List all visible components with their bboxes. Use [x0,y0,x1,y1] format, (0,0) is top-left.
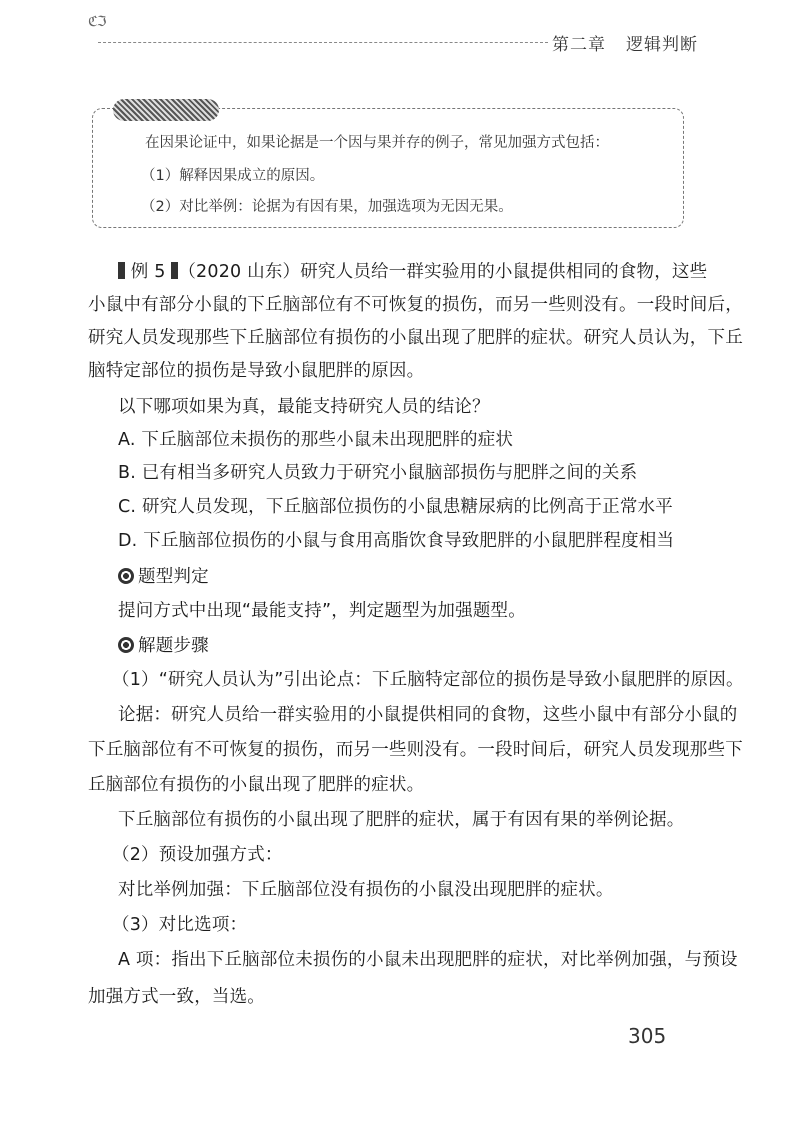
steps-heading: 解题步骤 [118,632,209,657]
example-line-2: 小鼠中有部分小鼠的下丘脑部位有不可恢复的损伤，而另一些则没有。一段时间后， [88,295,743,315]
step-line-2: 论据：研究人员给一群实验用的小鼠提供相同的食物，这些小鼠中有部分小鼠的 [118,705,738,725]
tip-tag [113,99,219,121]
type-text: 提问方式中出现“最能支持”，判定题型为加强题型。 [118,601,526,621]
step-line-1: （1）“研究人员认为”引出论点：下丘脑特定部位的损伤是导致小鼠肥胖的原因。 [112,670,744,690]
section-bullet-icon [118,637,134,653]
question-text: 以下哪项如果为真，最能支持研究人员的结论？ [118,397,490,417]
section-bullet-icon [118,568,134,584]
chapter-heading [552,30,698,55]
step-line-7: 对比举例加强：下丘脑部位没有损伤的小鼠没出现肥胖的症状。 [118,880,614,900]
tip-item-2: （2）对比举例：论据为有因有果，加强选项为无因无果。 [141,199,513,215]
page-header [88,14,698,54]
example-line-3: 研究人员发现那些下丘脑部位有损伤的小鼠出现了肥胖的症状。研究人员认为，下丘 [88,328,743,348]
step-line-3: 下丘脑部位有不可恢复的损伤，而另一些则没有。一段时间后，研究人员发现那些下 [88,740,743,760]
step-line-4: 丘脑部位有损伤的小鼠出现了肥胖的症状。 [88,775,425,795]
tip-intro: 在因果论证中，如果论据是一个因与果并存的例子，常见加强方式包括： [145,135,609,151]
page-number: 305 [628,1024,667,1048]
example-label: 例 5 [130,262,166,282]
chapter-title: 逻辑判断 [626,35,698,55]
step-line-5: 下丘脑部位有损伤的小鼠出现了肥胖的症状，属于有因有果的举例论据。 [118,810,685,830]
example-line-4: 脑特定部位的损伤是导致小鼠肥胖的原因。 [88,361,425,381]
step-line-6: （2）预设加强方式： [112,845,283,865]
example-tag-left-mark [118,262,125,279]
option-a: A. 下丘脑部位未损伤的那些小鼠未出现肥胖的症状 [118,430,514,450]
type-heading: 题型判定 [118,563,209,588]
header-rule [98,42,548,43]
option-b: B. 已有相当多研究人员致力于研究小鼠脑部损伤与肥胖之间的关系 [118,463,638,483]
step-line-8: （3）对比选项： [112,915,248,935]
tip-item-1: （1）解释因果成立的原因。 [141,168,325,184]
step-line-10: 加强方式一致，当选。 [88,987,265,1007]
option-c: C. 研究人员发现，下丘脑部位损伤的小鼠患糖尿病的比例高于正常水平 [118,497,673,517]
tip-box [92,108,684,228]
chapter-label: 第二章 [552,35,606,55]
option-d: D. 下丘脑部位损伤的小鼠与食用高脂饮食导致肥胖的小鼠肥胖程度相当 [118,531,675,551]
step-line-9: A 项：指出下丘脑部位未损伤的小鼠未出现肥胖的症状，对比举例加强，与预设 [118,950,738,970]
example-line-1: 例 5 （2020 山东）研究人员给一群实验用的小鼠提供相同的食物，这些 [118,258,707,283]
publisher-logo: ℭℑ [88,14,106,30]
